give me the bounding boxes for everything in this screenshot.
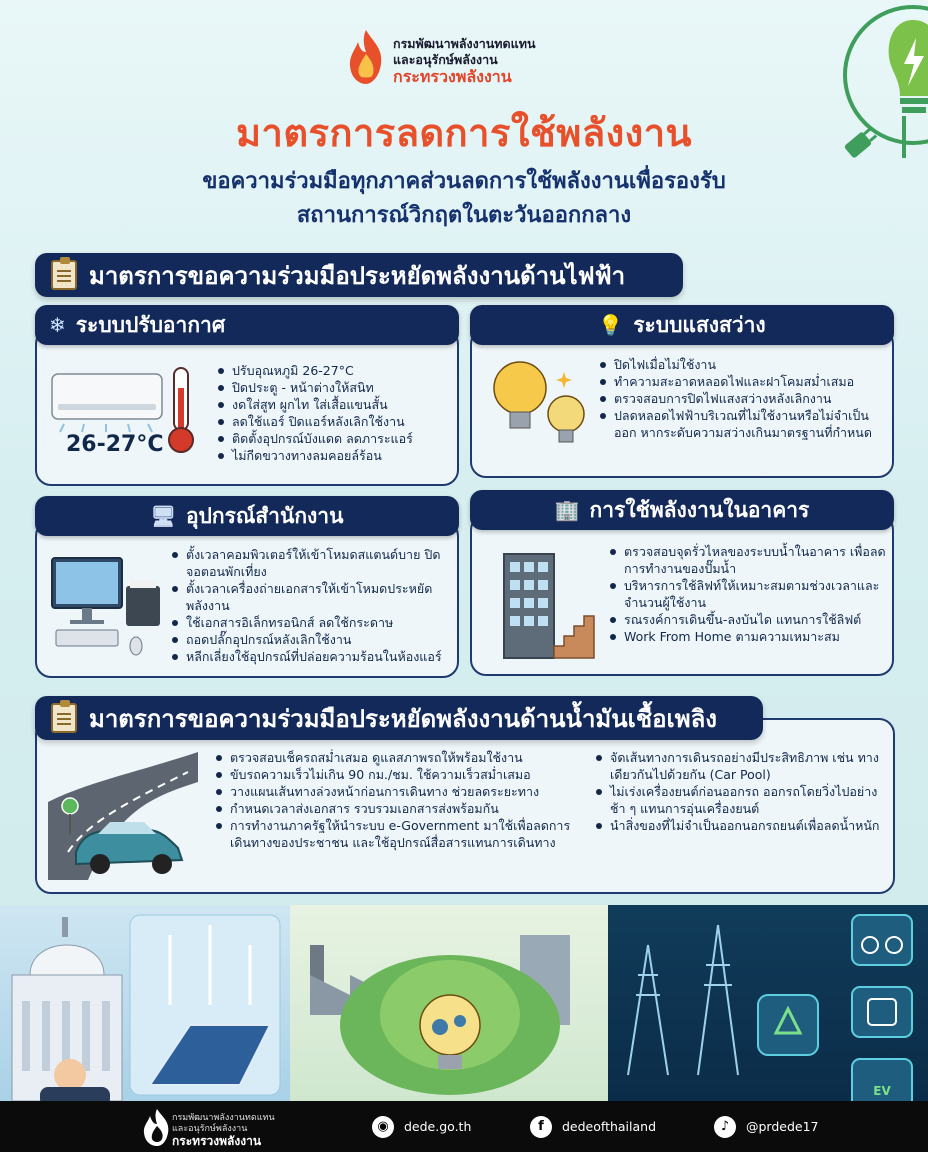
tiktok-link[interactable] xyxy=(714,1101,819,1152)
ministry-name: กระทรวงพลังงาน xyxy=(393,67,512,86)
fuel-list-left xyxy=(214,749,586,851)
list-item: ทำความสะอาดหลอดไฟและฝาโคมสม่ำเสมอ xyxy=(598,373,888,390)
list-item: ปิดประตู - หน้าต่างให้สนิท xyxy=(216,379,454,396)
footer-org-line2: และอนุรักษ์พลังงาน xyxy=(172,1124,248,1134)
office-card-header xyxy=(35,496,459,536)
list-item: ตรวจสอบเช็ครถสม่ำเสมอ ดูแลสภาพรถให้พร้อมใช้งาน xyxy=(214,749,586,766)
list-item: หลีกเลี่ยงใช้อุปกรณ์ที่ปล่อยความร้อนในห้องแอร์ xyxy=(170,648,454,665)
footer-ministry: กระทรวงพลังงาน xyxy=(172,1134,262,1148)
clipboard-icon xyxy=(51,260,77,290)
list-item: กำหนดเวลาส่งเอกสาร รวบรวมเอกสารส่งพร้อมกัน xyxy=(214,800,586,817)
office-equipment-icon xyxy=(50,552,162,660)
building-stairs-icon xyxy=(496,548,600,662)
car-road-icon xyxy=(48,742,200,880)
flame-logo-icon xyxy=(345,28,387,86)
list-item: ตรวจสอบการปิดไฟแสงสว่างหลังเลิกงาน xyxy=(598,390,888,407)
fuel-section-header xyxy=(35,696,763,740)
list-item: งดใส่สูท ผูกไท ใส่เสื้อแขนสั้น xyxy=(216,396,454,413)
snowflake-icon: ❄ xyxy=(49,313,66,337)
list-item: ปรับอุณหภูมิ 26-27°C xyxy=(216,362,454,379)
building-title: การใช้พลังงานในอาคาร xyxy=(589,497,810,522)
illustration-government xyxy=(0,905,290,1101)
list-item: ขับรถความเร็วไม่เกิน 90 กม./ชม. ใช้ความเร็วสม่ำเสมอ xyxy=(214,766,586,783)
aircon-title: ระบบปรับอากาศ xyxy=(75,312,226,337)
subtitle-line2: สถานการณ์วิกฤตในตะวันออกกลาง xyxy=(296,203,632,228)
building-list xyxy=(608,543,888,645)
lightbulb-icon: 💡 xyxy=(598,313,624,337)
list-item: ตั้งเวลาเครื่องถ่ายเอกสารให้เข้าโหมดประหยัดพลังงาน xyxy=(170,580,454,614)
lighting-card-header xyxy=(470,305,894,345)
list-item: การทำงานภาครัฐให้นำระบบ e-Government มาใช้เพื่อลดการเดินทางของประชาชน และใช้อุปกรณ์สื่อสารแทนการเดินทาง xyxy=(214,817,586,851)
clipboard-icon xyxy=(51,703,77,733)
list-item: ปิดไฟเมื่อไม่ใช้งาน xyxy=(598,356,888,373)
subtitle-line1: ขอความร่วมมือทุกภาคส่วนลดการใช้พลังงานเพื่อรองรับ xyxy=(202,169,726,194)
fuel-heading: มาตรการขอความร่วมมือประหยัดพลังงานด้านน้ำมันเชื้อเพลิง xyxy=(89,704,718,733)
building-card-header xyxy=(470,490,894,530)
office-title: อุปกรณ์สำนักงาน xyxy=(185,503,344,528)
facebook-icon: f xyxy=(530,1116,552,1138)
illustration-band xyxy=(0,905,928,1101)
list-item: Work From Home ตามความเหมาะสม xyxy=(608,628,888,645)
aircon-card-header xyxy=(35,305,459,345)
list-item: ใช้เอกสารอิเล็กทรอนิกส์ ลดใช้กระดาษ xyxy=(170,614,454,631)
government-solar-illustration xyxy=(0,905,290,1101)
computer-icon: 🖥 xyxy=(150,504,176,528)
list-item: ติดตั้งอุปกรณ์บังแดด ลดภาระแอร์ xyxy=(216,430,454,447)
flame-logo-icon xyxy=(140,1107,174,1147)
building-icon: 🏢 xyxy=(554,498,580,522)
tiktok-icon: ♪ xyxy=(714,1116,736,1138)
tiktok-text: @prdede17 xyxy=(746,1119,819,1134)
green-tree-bulb-illustration xyxy=(290,905,608,1101)
org-name-line1: กรมพัฒนาพลังงานทดแทน xyxy=(393,36,536,51)
list-item: บริหารการใช้ลิฟท์ให้เหมาะสมตามช่วงเวลาและจำนวนผู้ใช้งาน xyxy=(608,577,888,611)
page-title: มาตรการลดการใช้พลังงาน xyxy=(235,111,693,155)
dede-logo xyxy=(345,28,605,88)
light-bulbs-icon xyxy=(490,352,590,462)
footer xyxy=(0,1101,928,1152)
facebook-link[interactable] xyxy=(530,1101,656,1152)
website-text: dede.go.th xyxy=(404,1119,472,1134)
list-item: ลดใช้แอร์ ปิดแอร์หลังเลิกใช้งาน xyxy=(216,413,454,430)
lighting-list xyxy=(598,356,888,441)
power-grid-recycle-illustration xyxy=(608,905,928,1101)
footer-org-line1: กรมพัฒนาพลังงานทดแทน xyxy=(172,1113,275,1123)
list-item: ตรวจสอบจุดรั่วไหลของระบบน้ำในอาคาร เพื่อลดการทำงานของปั๊มน้ำ xyxy=(608,543,888,577)
illustration-smart-energy xyxy=(608,905,928,1101)
list-item: ปลดหลอดไฟฟ้าบริเวณที่ไม่ใช้งานหรือไม่จำเป็น ออก หากระดับความสว่างเกินมาตรฐานที่กำหนด xyxy=(598,407,888,441)
facebook-text: dedeofthailand xyxy=(562,1119,657,1134)
list-item: ไม่กีดขวางทางลมคอยล์ร้อน xyxy=(216,447,454,464)
list-item: ไม่เร่งเครื่องยนต์ก่อนออกรถ ออกรถโดยวิ่งไปอย่างช้า ๆ แทนการอุ่นเครื่องยนต์ xyxy=(594,783,884,817)
electricity-heading: มาตรการขอความร่วมมือประหยัดพลังงานด้านไฟฟ้า xyxy=(89,261,626,290)
illustration-green-industry xyxy=(290,905,608,1101)
lighting-title: ระบบแสงสว่าง xyxy=(633,312,766,337)
list-item: นำสิ่งของที่ไม่จำเป็นออกนอกรถยนต์เพื่อลดน้ำหนัก xyxy=(594,817,884,834)
list-item: ตั้งเวลาคอมพิวเตอร์ให้เข้าโหมดสแตนด์บาย ปิดจอตอนพักเที่ยง xyxy=(170,546,454,580)
ev-label: EV xyxy=(873,1084,891,1098)
globe-icon: ◉ xyxy=(372,1116,394,1138)
list-item: จัดเส้นทางการเดินรถอย่างมีประสิทธิภาพ เช่น ทางเดียวกันไปด้วยกัน (Car Pool) xyxy=(594,749,884,783)
electricity-section-header xyxy=(35,253,683,297)
list-item: ถอดปลั๊กอุปกรณ์หลังเลิกใช้งาน xyxy=(170,631,454,648)
list-item: วางแผนเส้นทางล่วงหน้าก่อนการเดินทาง ช่วยลดระยะทาง xyxy=(214,783,586,800)
temperature-label: 26-27°C xyxy=(66,432,164,457)
org-name-line2: และอนุรักษ์พลังงาน xyxy=(393,52,498,67)
aircon-list xyxy=(216,362,454,464)
office-list xyxy=(170,546,454,665)
fuel-list-right xyxy=(594,749,884,834)
list-item: รณรงค์การเดินขึ้น-ลงบันได แทนการใช้ลิฟต์ xyxy=(608,611,888,628)
page-subtitle xyxy=(0,165,928,233)
website-link[interactable] xyxy=(372,1101,471,1152)
